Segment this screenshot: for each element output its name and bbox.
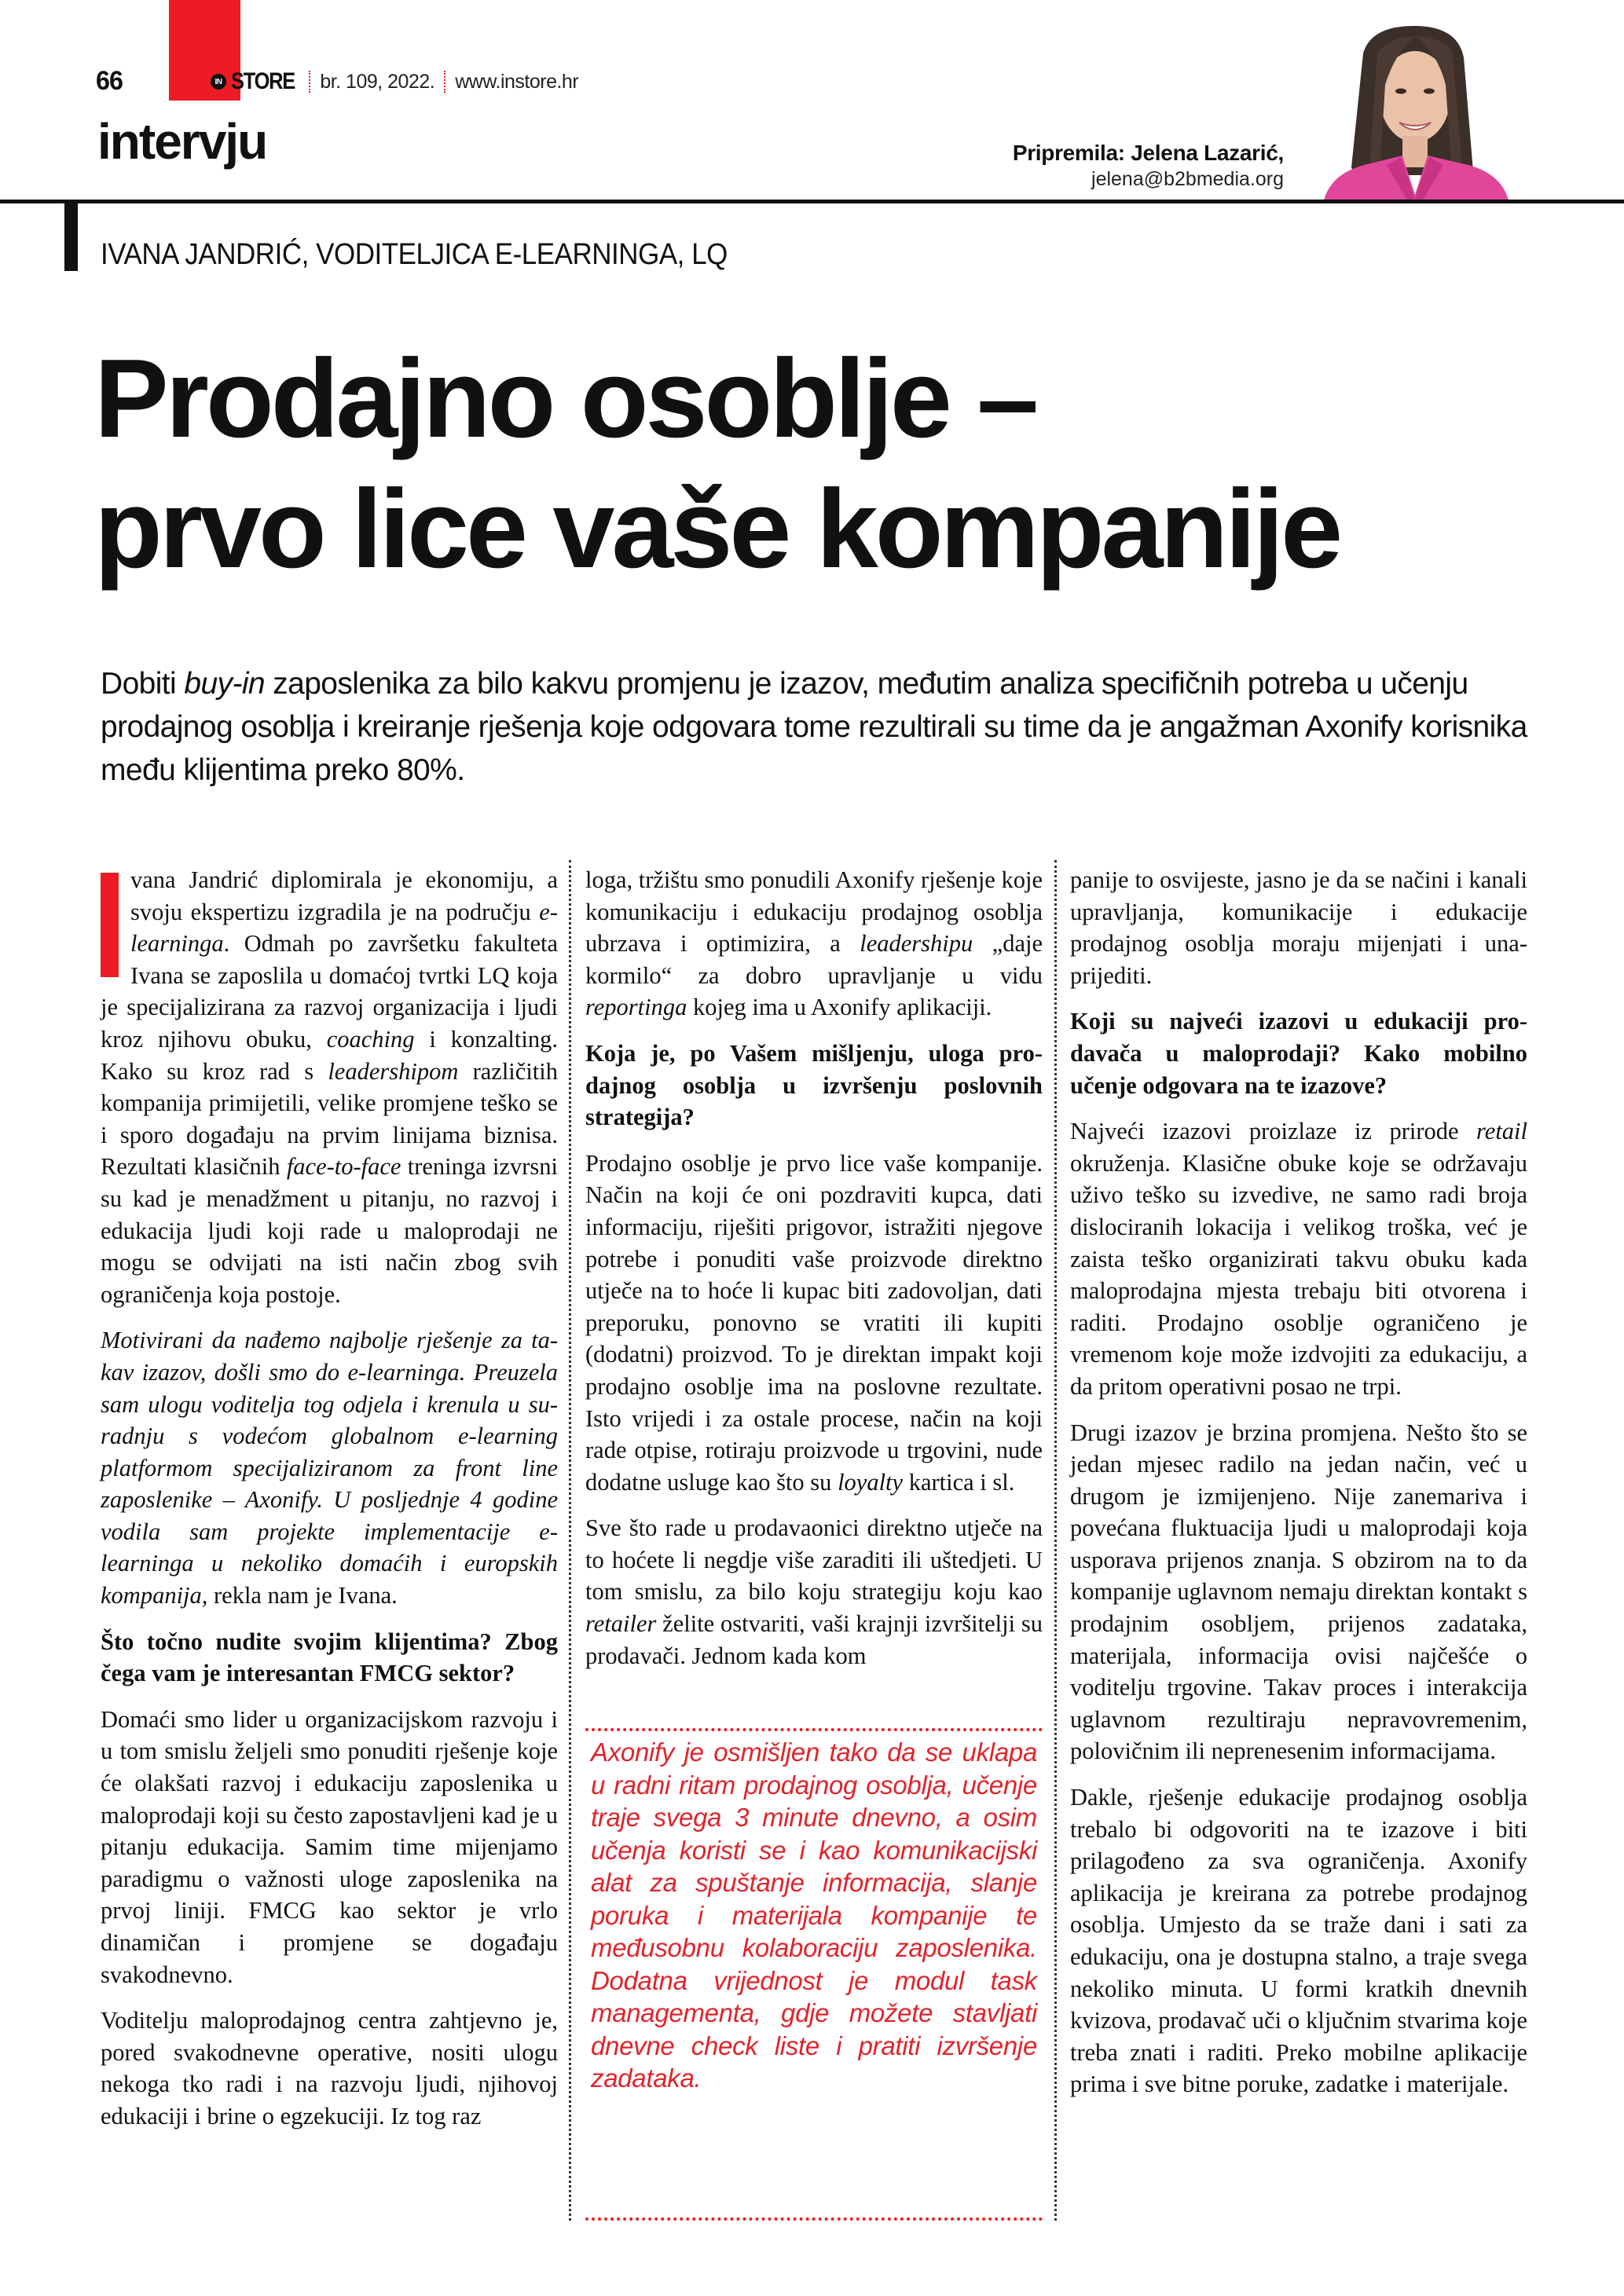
column-divider (569, 860, 571, 2221)
byline-email[interactable]: jelena@b2bmedia.org (1091, 168, 1284, 190)
byline (1013, 140, 1284, 192)
body-paragraph: Dakle, rješenje edukacije prodajnog osoblja trebalo bi odgovoriti na te izazove i biti prilagođeno za sva ograničenja. Axonify aplikacija je kreirana za potrebe prodajnog osoblja. Umjesto da se traže dani i sati za edukaciju, ona je dostupna stalno, a traje svega nekoliko minuta. U formi kratkih dnevnih kvizova, prodavač uči o ključnim stvarima koje treba znati i raditi. Preko mobilne aplikacije prima i sve bitne poruke, zadatke i materijale. (1070, 1784, 1527, 2098)
pull-quote: Axonify je osmišljen tako da se uklapa u radni ritam prodajnog osoblja, učenje traje svega 3 minute dnevno, a osim učenja koristi se i kao komunikacijski alat za spuštanje informacija, slanje poruka i materijala kompanije te međusobnu kolaboraciju zaposlenika. Dodatna vrijednost je modul task managementa, gdje možete stavljati dnevne check liste i pratiti izvršenje zadataka. (591, 1738, 1037, 2093)
interview-question: Koji su najveći izazovi u edukaciji prodavača u maloprodaji? Kako mobilno učenje odgovara na te izazove? (1070, 1008, 1527, 1099)
body-paragraph: Prodajno osoblje je prvo lice vaše kompanije. Način na koji će oni pozdraviti kupca, dati informaciju, riješiti prigovor, istražiti njegove potrebe i ponuditi vaše proizvode direktno utječe na to hoće li kupac biti zadovoljan, dati preporuku, ponovno se vratiti ili kupiti (dodatni) proizvod. To je direktan impakt koji prodajno osoblje ima na poslovne rezultate. Isto vrijedi i za ostale procese, način na koji rade otpise, rotiraju proizvode u trgovini, nude dodatne usluge kao što su loyalty kartica i sl. (585, 1149, 1043, 1496)
instore-logo-icon: IN (211, 74, 226, 90)
article-column-2 (585, 864, 1043, 1686)
intro-emphasis: buy-in (184, 667, 265, 701)
article-intro (101, 662, 1538, 792)
body-paragraph: Drugi izazov je brzina promjena. Nešto što se jedan mjesec radilo na jedan način, već u drugom je izmijenjeno. Nije zanemariva i povećana fluktuacija ljudi u maloprodaji koja usporava prijenos znanja. S obzirom na to da kompanije uglavnom nemaju direktan kontakt s prodajnim osobljem, prijenos zadataka, materijala, informacija ovisi najčešće o voditelju trgovine. Takav proces i interakcija uglavnom rezultiraju nepravovremenim, polovičnim ili neprenesenim informacijama. (1070, 1419, 1527, 1765)
intro-text: Dobiti (101, 667, 185, 701)
article-kicker: IVANA JANDRIĆ, VODITELJICA E-LEARNINGA, LQ (101, 238, 728, 271)
logo-wordmark: STORE (231, 68, 295, 94)
column-divider (1054, 860, 1057, 2221)
masthead (211, 68, 578, 96)
intro-text: zaposlenika za bilo kakvu promjenu je izazov, međutim analiza specifičnih potreba u učenju prodajnog osoblja i kreiranje rješenja koje odgovara tome rezultirali su time da je angažman Axonify korisnika među klijentima preko 80%. (101, 667, 1527, 787)
body-paragraph: Najveći izazovi proizlaze iz prirode retail okruženja. Klasične obuke koje se održavaju uživo teško su izvedive, ne samo radi broja dislociranih lokacija i velikog troška, već je zaista teško organizirati takvu obuku kada maloprodajna mjesta trebaju biti otvorena i raditi. Prodajno osoblje ograničeno je vremenom koje može izdvojiti za edukaciju, a da pritom operativni posao ne trpi. (1070, 1118, 1527, 1400)
pullquote-rule-bottom (585, 2217, 1043, 2221)
masthead-separator (309, 71, 310, 93)
body-paragraph: Sve što rade u prodavaonici direktno utječe na to hoćete li negdje više zaraditi ili uštedjeti. U tom smislu, za bilo koju strategiju koju kao retailer želite ostvariti, vaši krajnji izvršitelji su prodavači. Jednom kada kom (585, 1514, 1043, 1669)
interview-question: Što točno nudite svojim klijentima? Zbog čega vam je interesantan FMCG sektor? (101, 1628, 558, 1687)
page-number: 66 (96, 66, 123, 96)
body-paragraph-quote: Motivirani da nađemo najbolje rješenje za takav izazov, došli smo do e-learninga. Preuzela sam ulogu voditelja tog odjela i krenula u suradnju s vodećom globalnom e-learning platformom specijaliziranom za front line zaposlenike – Axonify. U posljednje 4 godine vodila sam projekte implementacije e-learninga u nekoliko domaćih i europskih kompanija, rekla nam je Ivana. (101, 1327, 558, 1609)
website-link[interactable]: www.instore.hr (455, 70, 579, 93)
article-column-1 (101, 864, 558, 2147)
body-paragraph: Domaći smo lider u organizacijskom razvoju i u tom smislu željeli smo ponuditi rješenje koje će olakšati razvoj i edukaciju zaposlenika u maloprodaji koji su često zapostavljeni kad je u pitanju edukacija. Samim time mijenjamo paradigmu o važnosti uloge zaposlenika na prvoj liniji. FMCG kao sektor je vrlo dinamičan i promjene se događaju svakodnevno. (101, 1705, 558, 1988)
headline-line-2: prvo lice vaše kompanije (94, 467, 1340, 591)
body-paragraph: vana Jandrić diplomirala je ekonomiju, a svoju ekspertizu izgradila je na području e-learninga. Odmah po završetku fakulteta Ivana se zaposlila u domaćoj tvrtki LQ koja je specijalizirana za razvoj organizacija i ljudi kroz njihovu obuku, coaching i konzalting. Kako su kroz rad s leadershipom različitih kompanija primijetili, velike promjene teško se i sporo događaju na prvim linijama biznisa. Rezultati klasičnih face-to-face treninga izvrsni su kad je menadžment u pitanju, no razvoj i edukacija ljudi koji rade u maloprodaji ne mogu se odvijati na isti način zbog svih ograničenja koja postoje. (101, 864, 558, 1310)
masthead-separator (444, 71, 445, 93)
body-paragraph: panije to osvijeste, jasno je da se načini i kanali upravljanja, komunikacije i edukacije prodajnog osoblja moraju mijenjati i unaprijediti. (1070, 866, 1527, 989)
section-label: intervju (97, 113, 267, 170)
article-column-3 (1070, 864, 1527, 2115)
drop-cap-space (101, 864, 130, 990)
header-rule (0, 200, 1624, 203)
body-paragraph: loga, tržištu smo ponudili Axonify rješenje koje komunikaciju i edukaciju prodajnog osoblja ubrzava i optimizira, a leadershipu „daje kormilo“ za dobro upravljanje u vidu reportinga kojeg ima u Axonify aplikaciji. (585, 866, 1043, 1021)
headline-line-1: Prodajno osoblje – (94, 336, 1036, 461)
pullquote-rule-top (585, 1728, 1043, 1731)
article-headline (94, 334, 1587, 595)
issue-number: br. 109, 2022. (320, 70, 435, 93)
byline-author: Pripremila: Jelena Lazarić, (1012, 141, 1284, 165)
author-photo (1308, 22, 1524, 200)
interview-question: Koja je, po Vašem mišljenju, uloga prodajnog osoblja u izvršenju poslovnih strategija? (585, 1039, 1043, 1131)
kicker-bar (64, 203, 78, 271)
body-paragraph: Voditelju maloprodajnog centra zahtjevno je, pored svakodnevne operative, nositi ulogu nekoga tko radi i na razvoju ljudi, njihovoj edukaciji i brine o egzekuciji. Iz tog raz (101, 2007, 558, 2129)
